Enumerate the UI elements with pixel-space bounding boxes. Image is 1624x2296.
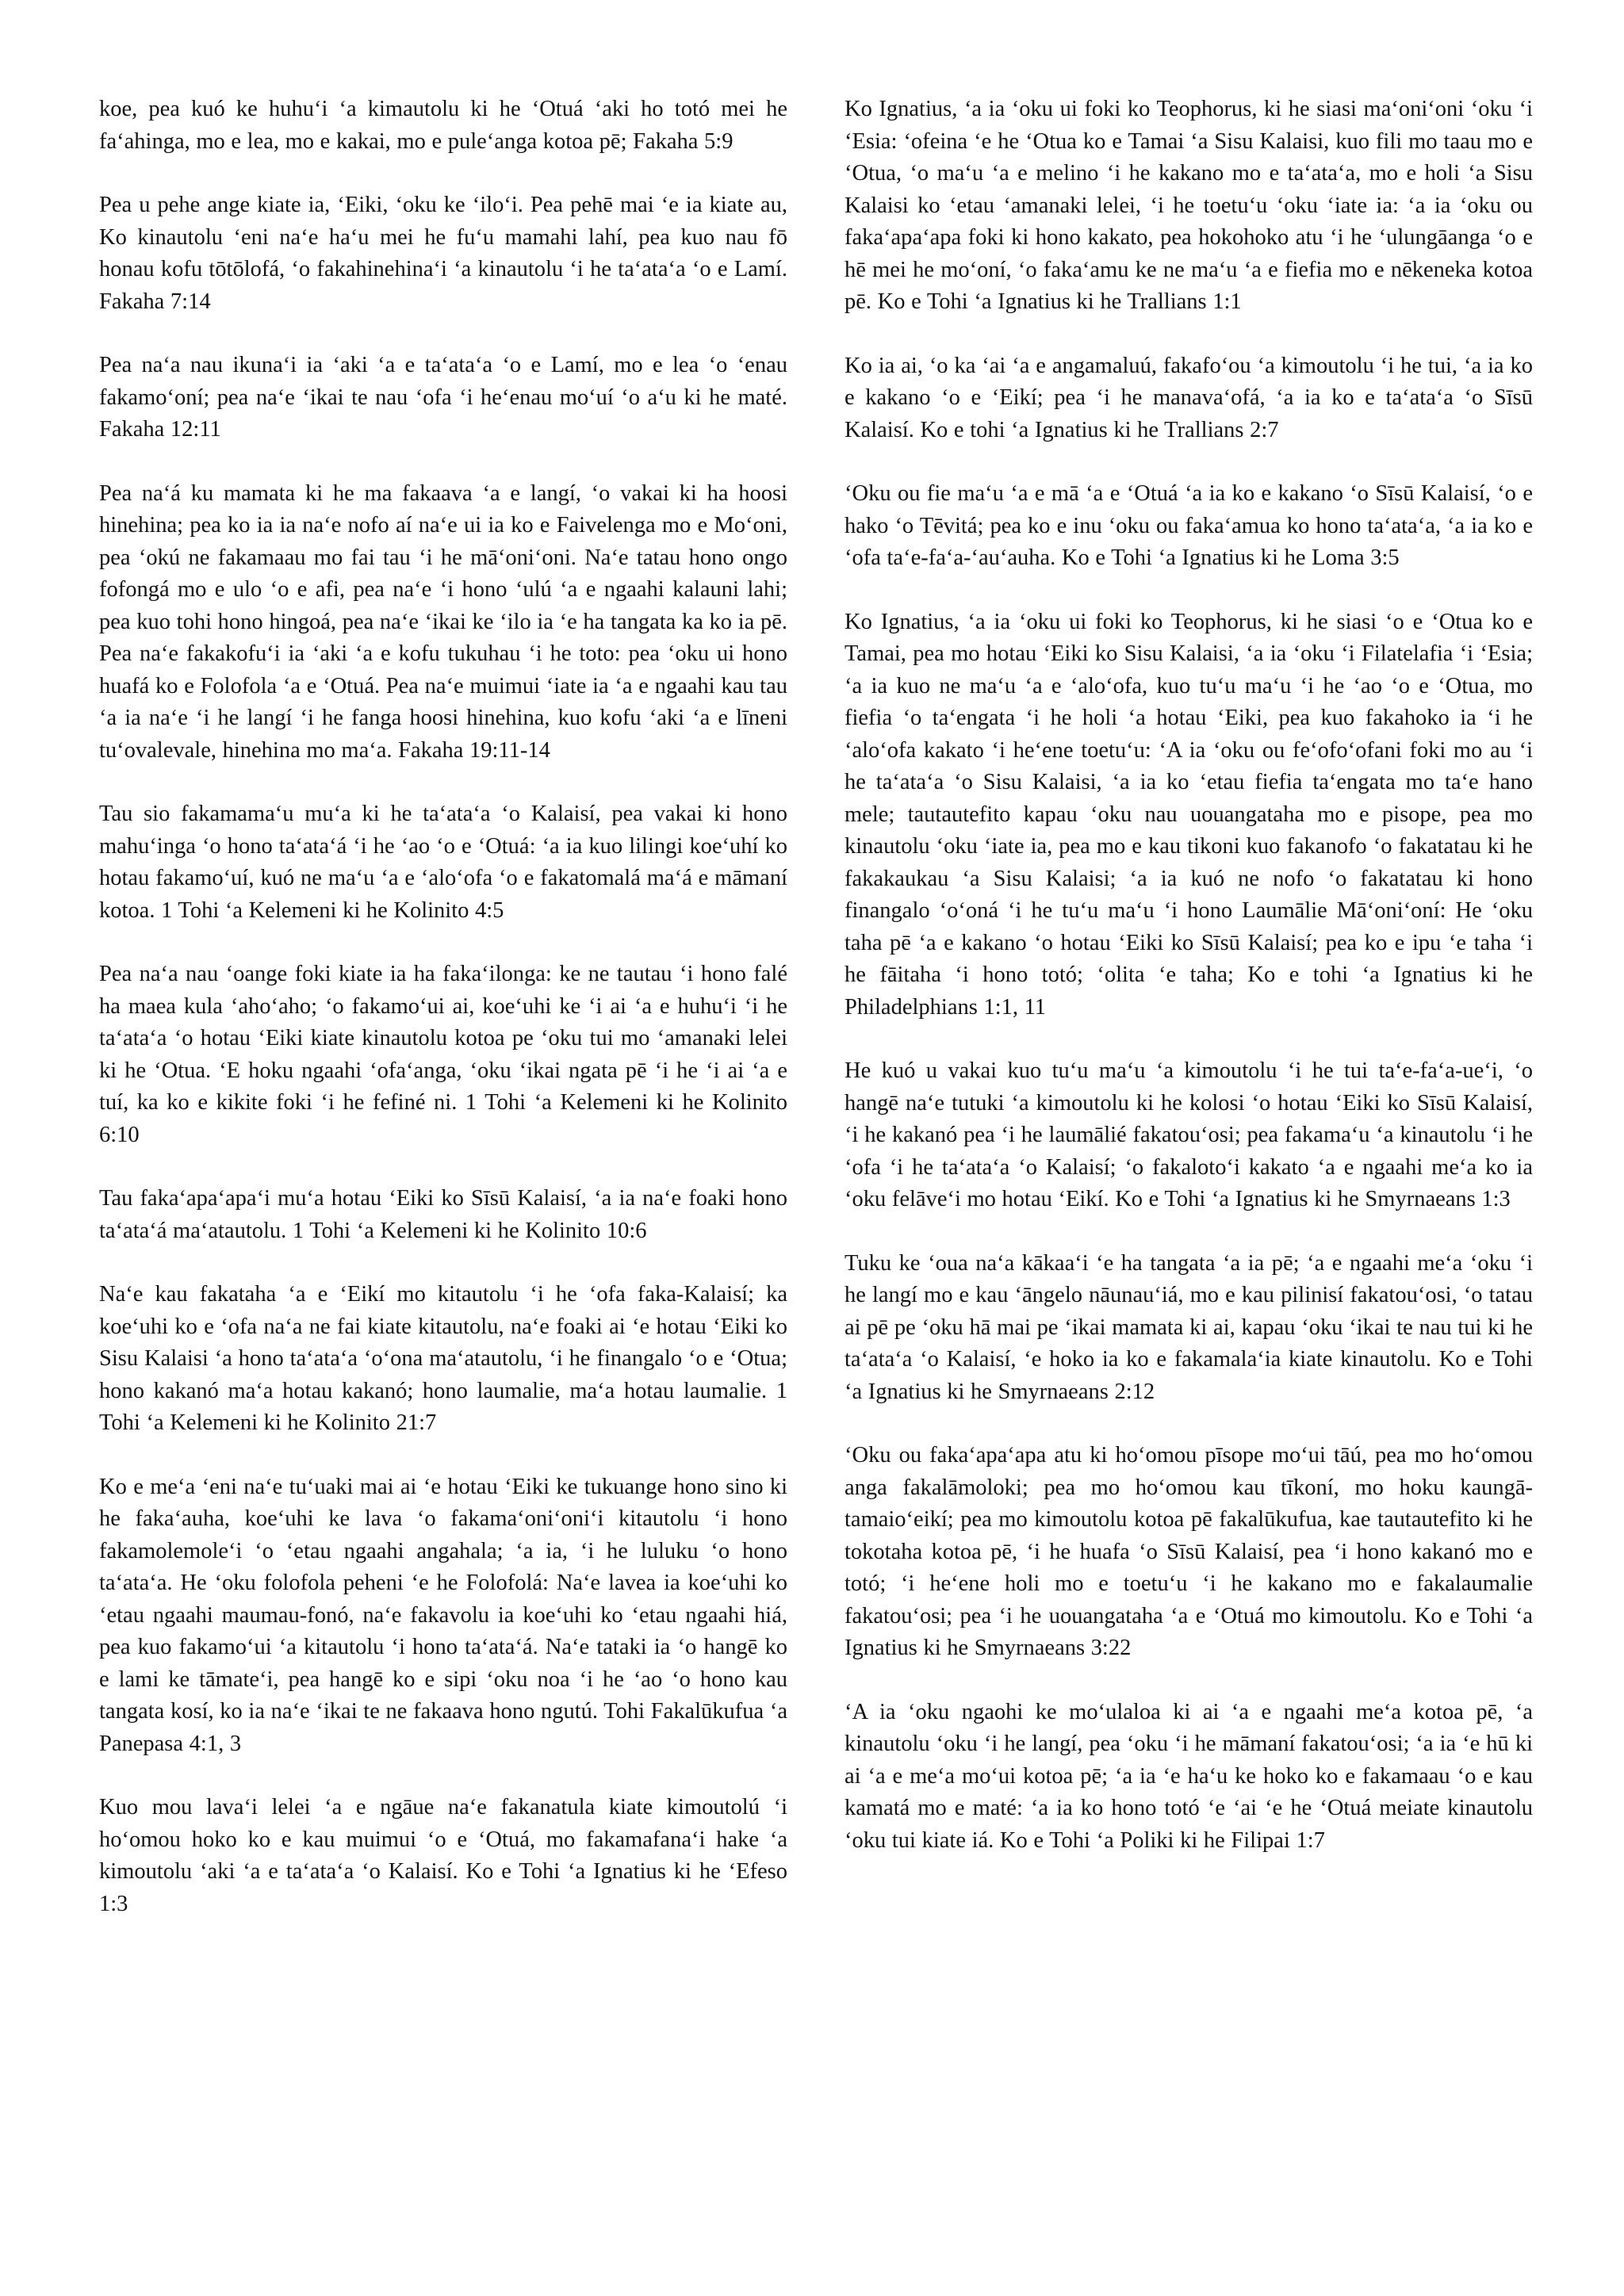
paragraph: Pea naʻá ku mamata ki he ma fakaava ʻa e langí, ʻo vakai ki ha hoosi hinehina; pea ko ia ia naʻe nofo aí naʻe ui ia ko e Faivelenga mo e Moʻoni, pea ʻokú ne fakamaau mo fai tau ʻi he māʻoniʻoni. Naʻe tatau hono ongo fofongá mo e ulo ʻo e afi, pea naʻe ʻi hono ʻulú ʻa e ngaahi kalauni lahi; pea kuo tohi hono hingoá, pea naʻe ʻikai ke ʻilo ia ʻe ha tangata ka ko ia pē. Pea naʻe fakakofuʻi ia ʻaki ʻa e kofu tukuhau ʻi he toto: pea ʻoku ui hono huafá ko e Folofola ʻa e ʻOtuá. Pea naʻe muimui ʻiate ia ʻa e ngaahi kau tau ʻa ia naʻe ʻi he langí ʻi he fanga hoosi hinehina, kuo kofu ʻaki ʻa e līneni tuʻovalevale, hinehina mo maʻa. Fakaha 19:11-14 [99,480,787,763]
paragraph: ʻOku ou fie maʻu ʻa e mā ʻa e ʻOtuá ʻa ia ko e kakano ʻo Sīsū Kalaisí, ʻo e hako ʻo Tēvitá; pea ko e inu ʻoku ou fakaʻamua ko hono taʻataʻa, ʻa ia ko e ʻofa taʻe-faʻa-ʻauʻauha. Ko e Tohi ʻa Ignatius ki he Loma 3:5 [845,481,1533,570]
paragraph: Ko e meʻa ʻeni naʻe tuʻuaki mai ai ʻe hotau ʻEiki ke tukuange hono sino ki he fakaʻauha, koeʻuhi ke lava ʻo fakamaʻoniʻoniʻi kitautolu ʻi hono fakamolemoleʻi ʻo ʻetau ngaahi angahala; ʻa ia, ʻi he luluku ʻo hono taʻataʻa. He ʻoku folofola peheni ʻe he Folofolá: Naʻe lavea ia koeʻuhi ko ʻetau ngaahi maumau-fonó, naʻe fakavolu ia koeʻuhi ko ʻetau ngaahi hiá, pea kuo fakamoʻui ʻa kitautolu ʻi hono taʻataʻá. Naʻe tataki ia ʻo hangē ko e lami ke tāmateʻi, pea hangē ko e sipi ʻoku noa ʻi he ʻao ʻo hono kau tangata kosí, ko ia naʻe ʻikai te ne fakaava hono ngutú. Tohi Fakalūkufua ʻa Panepasa 4:1, 3 [99,1474,787,1756]
paragraph: Naʻe kau fakataha ʻa e ʻEikí mo kitautolu ʻi he ʻofa faka-Kalaisí; ka koeʻuhi ko e ʻofa naʻa ne fai kiate kitautolu, naʻe foaki ai ʻe hotau ʻEiki ko Sisu Kalaisi ʻa hono taʻataʻa ʻoʻona maʻatautolu, ʻi he finangalo ʻo e ʻOtua; hono kakanó maʻa hotau kakanó; hono laumalie, maʻa hotau laumalie. 1 Tohi ʻa Kelemeni ki he Kolinito 21:7 [99,1282,787,1435]
paragraph: ʻA ia ʻoku ngaohi ke moʻulaloa ki ai ʻa e ngaahi meʻa kotoa pē, ʻa kinautolu ʻoku ʻi he langí, pea ʻoku ʻi he māmaní fakatouʻosi; ʻa ia ʻe hū ki ai ʻa e meʻa moʻui kotoa pē; ʻa ia ʻe haʻu ke hoko ko e fakamaau ʻo e kau kamatá mo e maté: ʻa ia ko hono totó ʻe ʻai ʻe he ʻOtuá meiate kinautolu ʻoku tui kiate iá. Ko e Tohi ʻa Poliki ki he Filipai 1:7 [845,1699,1533,1853]
right-column [845,94,1533,1888]
paragraph: Pea naʻa nau ikunaʻi ia ʻaki ʻa e taʻataʻa ʻo e Lamí, mo e lea ʻo ʻenau fakamoʻoní; pea naʻe ʻikai te nau ʻofa ʻi heʻenau moʻuí ʻo aʻu ki he maté. Fakaha 12:11 [99,353,787,442]
paragraph: Pea u pehe ange kiate ia, ʻEiki, ʻoku ke ʻiloʻi. Pea pehē mai ʻe ia kiate au, Ko kinautolu ʻeni naʻe haʻu mei he fuʻu mamahi lahí, pea kuo nau fō honau kofu tōtōlofá, ʻo fakahinehinaʻi ʻa kinautolu ʻi he taʻataʻa ʻo e Lamí. Fakaha 7:14 [99,193,787,314]
paragraph: Kuo mou lavaʻi lelei ʻa e ngāue naʻe fakanatula kiate kimoutolú ʻi hoʻomou hoko ko e kau muimui ʻo e ʻOtuá, mo fakamafanaʻi hake ʻa kimoutolu ʻaki ʻa e taʻataʻa ʻo Kalaisí. Ko e Tohi ʻa Ignatius ki he ʻEfeso 1:3 [99,1795,787,1916]
paragraph: ʻOku ou fakaʻapaʻapa atu ki hoʻomou pīsope moʻui tāú, pea mo hoʻomou anga fakalāmoloki; pea mo hoʻomou kau tīkoní, mo hoku kaungā-tamaioʻeikí; pea mo kimoutolu kotoa pē fakalūkufua, kae tautautefito ki he tokotaha kotoa pē, ʻi he huafa ʻo Sīsū Kalaisí, pea ʻi hono kakanó mo e totó; ʻi heʻene holi mo e toetuʻu ʻi he kakano mo e fakalaumalie fakatouʻosi; pea ʻi he uouangataha ʻa e ʻOtuá mo kimoutolu. Ko e Tohi ʻa Ignatius ki he Smyrnaeans 3:22 [845,1443,1533,1660]
paragraph: Tau fakaʻapaʻapaʻi muʻa hotau ʻEiki ko Sīsū Kalaisí, ʻa ia naʻe foaki hono taʻataʻá maʻatautolu. 1 Tohi ʻa Kelemeni ki he Kolinito 10:6 [99,1186,787,1243]
paragraph: Tau sio fakamamaʻu muʻa ki he taʻataʻa ʻo Kalaisí, pea vakai ki hono mahuʻinga ʻo hono taʻataʻá ʻi he ʻao ʻo e ʻOtuá: ʻa ia kuo lilingi koeʻuhí ko hotau fakamoʻuí, kuó ne maʻu ʻa e ʻaloʻofa ʻo e fakatomalá maʻá e māmaní kotoa. 1 Tohi ʻa Kelemeni ki he Kolinito 4:5 [99,802,787,923]
left-column [99,94,787,1952]
paragraph: Ko Ignatius, ʻa ia ʻoku ui foki ko Teophorus, ki he siasi maʻoniʻoni ʻoku ʻi ʻEsia: ʻofeina ʻe he ʻOtua ko e Tamai ʻa Sisu Kalaisi, kuo fili mo taau mo e ʻOtua, ʻo maʻu ʻa e melino ʻi he kakano mo e taʻataʻa, mo e holi ʻa Sisu Kalaisi ko ʻetau ʻamanaki lelei, ʻi he toetuʻu ʻoku ʻiate ia: ʻa ia ʻoku ou fakaʻapaʻapa foki ki hono kakato, pea hokohoko atu ʻi he ʻulungāanga ʻo e hē mei he moʻoní, ʻo fakaʻamu ke ne maʻu ʻa e fiefia mo e nēkeneka kotoa pē. Ko e Tohi ʻa Ignatius ki he Trallians 1:1 [845,97,1533,314]
paragraph: Tuku ke ʻoua naʻa kākaaʻi ʻe ha tangata ʻa ia pē; ʻa e ngaahi meʻa ʻoku ʻi he langí mo e kau ʻāngelo nāunauʻiá, mo e kau pilinisí fakatouʻosi, ʻo tatau ai pē pe ʻoku hā mai pe ʻikai mamata ki ai, kapau ʻoku ʻikai te nau tui ki he taʻataʻa ʻo Kalaisí, ʻe hoko ia ko e fakamalaʻia kiate kinautolu. Ko e Tohi ʻa Ignatius ki he Smyrnaeans 2:12 [845,1250,1533,1404]
paragraph: Ko Ignatius, ʻa ia ʻoku ui foki ko Teophorus, ki he siasi ʻo e ʻOtua ko e Tamai, pea mo hotau ʻEiki ko Sisu Kalaisi, ʻa ia ʻoku ʻi Filatelafia ʻi ʻEsia; ʻa ia kuo ne maʻu ʻa e ʻaloʻofa, kuo tuʻu maʻu ʻi he ʻao ʻo e ʻOtua, mo fiefia ʻo taʻengata ʻi he holi ʻa hotau ʻEiki, pea kuo fakahoko ia ʻi he ʻaloʻofa kakato ʻi heʻene toetuʻu: ʻA ia ʻoku ou feʻofoʻofani foki mo au ʻi he taʻataʻa ʻo Sisu Kalaisi, ʻa ia ko ʻetau fiefia taʻengata mo taʻe hano mele; tautautefito kapau ʻoku nau uouangataha mo e pisope, pea mo kinautolu ʻoku ʻiate ia, pea mo e kau tikoni kuo fakanofo ʻo fakatatau ki he fakakaukau ʻa Sisu Kalaisi; ʻa ia kuó ne nofo ʻo fakatatau ki hono finangalo ʻoʻoná ʻi he tuʻu maʻu ʻi hono Laumālie Māʻoniʻoní: He ʻoku taha pē ʻa e kakano ʻo hotau ʻEiki ko Sīsū Kalaisí; pea ko e ipu ʻe taha ʻi he fāitaha ʻi hono totó; ʻolita ʻe taha; Ko e tohi ʻa Ignatius ki he Philadelphians 1:1, 11 [845,609,1533,1020]
paragraph: koe, pea kuó ke huhuʻi ʻa kimautolu ki he ʻOtuá ʻaki ho totó mei he faʻahinga, mo e lea, mo e kakai, mo e puleʻanga kotoa pē; Fakaha 5:9 [99,97,787,154]
paragraph: He kuó u vakai kuo tuʻu maʻu ʻa kimoutolu ʻi he tui taʻe-faʻa-ueʻi, ʻo hangē naʻe tutuki ʻa kimoutolu ki he kolosi ʻo hotau ʻEiki ko Sīsū Kalaisí, ʻi he kakanó pea ʻi he laumālié fakatouʻosi; pea fakamaʻu ʻa kinautolu ʻi he ʻofa ʻi he taʻataʻa ʻo Kalaisí; ʻo fakalotoʻi kakato ʻa e ngaahi meʻa ko ia ʻoku felāveʻi mo hotau ʻEikí. Ko e Tohi ʻa Ignatius ki he Smyrnaeans 1:3 [845,1058,1533,1211]
paragraph: Ko ia ai, ʻo ka ʻai ʻa e angamaluú, fakafoʻou ʻa kimoutolu ʻi he tui, ʻa ia ko e kakano ʻo e ʻEikí; pea ʻi he manavaʻofá, ʻa ia ko e taʻataʻa ʻo Sīsū Kalaisí. Ko e tohi ʻa Ignatius ki he Trallians 2:7 [845,353,1533,442]
paragraph: Pea naʻa nau ʻoange foki kiate ia ha fakaʻilonga: ke ne tautau ʻi hono falé ha maea kula ʻahoʻaho; ʻo fakamoʻui ai, koeʻuhi ke ʻi ai ʻa e huhuʻi ʻi he taʻataʻa ʻo hotau ʻEiki kiate kinautolu kotoa pe ʻoku tui mo ʻamanaki lelei ki he ʻOtua. ʻE hoku ngaahi ʻofaʻanga, ʻoku ʻikai ngata pē ʻi he ʻi ai ʻa e tuí, ka ko e kikite foki ʻi he fefiné ni. 1 Tohi ʻa Kelemeni ki he Kolinito 6:10 [99,962,787,1147]
